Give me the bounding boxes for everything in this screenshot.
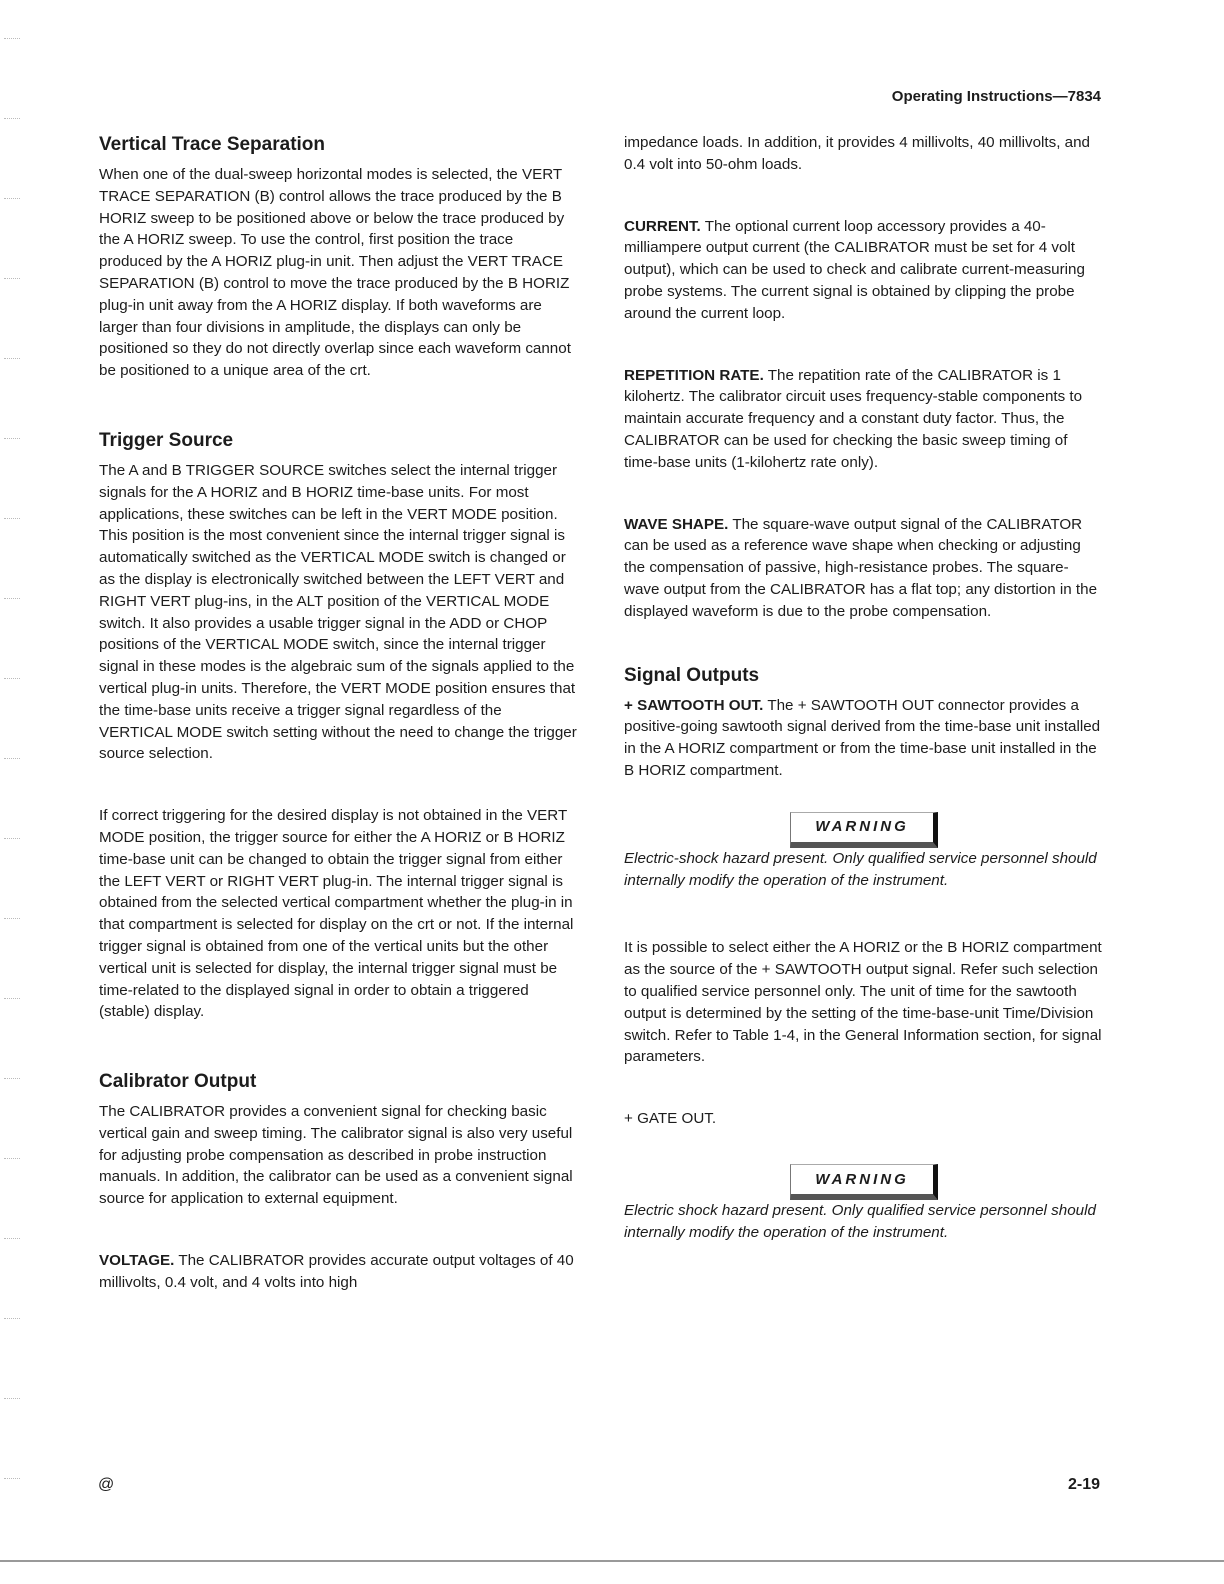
running-header: Operating Instructions—7834 [891,88,1101,105]
sawtooth-selection-paragraph: It is possible to select either the A HORIZ or the B HORIZ compartment as the source of the + SAWTOOTH output signal. Refer such selection to qualified service personnel only. The unit of time for the sawtooth output is determined by the setting of the time-base-unit Time/Division switch. Refer to Table 1-4, in the General Information section, for signal parameters. [624,939,1102,1066]
gate-out-runin: + GATE OUT. [624,1110,717,1128]
page-number: 2-19 [1067,1476,1100,1493]
repetition-rate-paragraph [624,365,1104,474]
vertical-trace-separation-paragraph: When one of the dual-sweep horizontal modes is selected, the VERT TRACE SEPARATION (B) control allows the trace produced by the B HORIZ sweep to be positioned above or below the trace produced by the A HORIZ sweep. To use the control, first position the trace produced by the A HORIZ plug-in unit. Then adjust the VERT TRACE SEPARATION (B) control to move the trace produced by the B HORIZ plug-in unit away from the A HORIZ display. If both waveforms are larger than four divisions in amplitude, the displays can only be positioned so they do not directly overlap since each waveform cannot be positioned to a unique area of the crt. [99,166,571,380]
warning-box-1: WARNING [790,812,938,848]
footer-symbol: @ [98,1476,115,1493]
trigger-source-paragraph-1: The A and B TRIGGER SOURCE switches select the internal trigger signals for the A HORIZ and B HORIZ time-base units. For most applications, these switches can be left in the VERT MODE position. This position is the most convenient since the internal trigger signal is automatically switched as the VERTICAL MODE switch is changed or as the display is electronically switched between the LEFT VERT and RIGHT VERT plug-ins, in the ALT position of the VERTICAL MODE switch. It also provides a usable trigger signal in the ADD or CHOP positions of the VERTICAL MODE switch, since the internal trigger signal in these modes is the algebraic sum of the signals applied to the vertical plug-in units. Therefore, the VERT MODE position ensures that the time-base units receive a trigger signal regardless of the VERTICAL MODE switch setting without the need to change the trigger source selection. [99,461,577,763]
voltage-text: The CALIBRATOR provides accurate output voltages of 40 millivolts, 0.4 volt, and 4 volts into high [99,1252,574,1291]
section-heading-trigger-source: Trigger Source [99,429,234,451]
section-heading-vertical-trace-separation: Vertical Trace Separation [99,134,326,155]
right-column [624,132,1104,1244]
repetition-rate-text: The repatition rate of the CALIBRATOR is 1 kilohertz. The calibrator circuit uses frequency-stable components to maintain accurate frequency and a constant duty factor. Thus, the CALIBRATOR can be used for checking the basic sweep timing of time-base units (1-kilohertz rate only). [624,366,1083,471]
sawtooth-out-text: The + SAWTOOTH OUT connector provides a positive-going sawtooth signal derived from the time-base unit installed in the A HORIZ compartment or from the time-base unit installed in the B HORIZ compartment. [624,696,1101,779]
warning-text-2: Electric shock hazard present. Only qualified service personnel should internally modify the operation of the instrument. [624,1201,1096,1241]
current-text: The optional current loop accessory provides a 40-milliampere output current (the CALIBRATOR must be set for 4 volt output), which can be used to check and calibrate current-measuring probe systems. The current signal is obtained by clipping the probe around the current loop. [624,217,1085,322]
voltage-continued-paragraph: impedance loads. In addition, it provides 4 millivolts, 40 millivolts, and 0.4 volt into 50-ohm loads. [624,134,1090,173]
warning-text-1: Electric-shock hazard present. Only qualified service personnel should internally modify the operation of the instrument. [624,849,1097,889]
voltage-paragraph [99,1250,579,1294]
wave-shape-runin: WAVE SHAPE. [624,515,729,533]
voltage-runin: VOLTAGE. [99,1252,175,1270]
wave-shape-text: The square-wave output signal of the CALIBRATOR can be used as a reference wave shape when checking or adjusting the compensation of passive, high-resistance probes. The square-wave output from the CALIBRATOR has a flat top; any distortion in the displayed waveform is due to the probe compensation. [624,515,1098,620]
section-heading-signal-outputs: Signal Outputs [624,664,760,686]
current-paragraph [624,216,1104,325]
sawtooth-out-runin: + SAWTOOTH OUT. [624,696,764,714]
gate-out-paragraph [624,1108,1104,1130]
left-column [99,132,579,1294]
current-runin: CURRENT. [624,217,701,235]
warning-box-2: WARNING [790,1164,938,1200]
section-heading-calibrator-output: Calibrator Output [99,1071,257,1093]
margin-scan-marks [4,0,28,1584]
sawtooth-out-paragraph [624,695,1104,782]
calibrator-output-paragraph: The CALIBRATOR provides a convenient signal for checking basic vertical gain and sweep timing. The calibrator signal is also very useful for adjusting probe compensation as described in probe instruction manuals. In addition, the calibrator can be used as a convenient signal source for application to external equipment. [99,1103,573,1208]
trigger-source-paragraph-2: If correct triggering for the desired display is not obtained in the VERT MODE position, the trigger source for either the A HORIZ or B HORIZ time-base unit can be changed to obtain the trigger signal from either the LEFT VERT or RIGHT VERT plug-in. The internal trigger signal is obtained from the selected vertical compartment whether the plug-in in that compartment is selected for display on the crt or not. If the internal trigger signal is obtained from one of the vertical units but the other vertical unit is selected for display, the internal trigger signal must be time-related to the displayed signal in order to obtain a triggered (stable) display. [99,807,574,1021]
wave-shape-paragraph [624,514,1104,623]
repetition-rate-runin: REPETITION RATE. [624,366,764,384]
bottom-scan-line [0,1560,1224,1562]
